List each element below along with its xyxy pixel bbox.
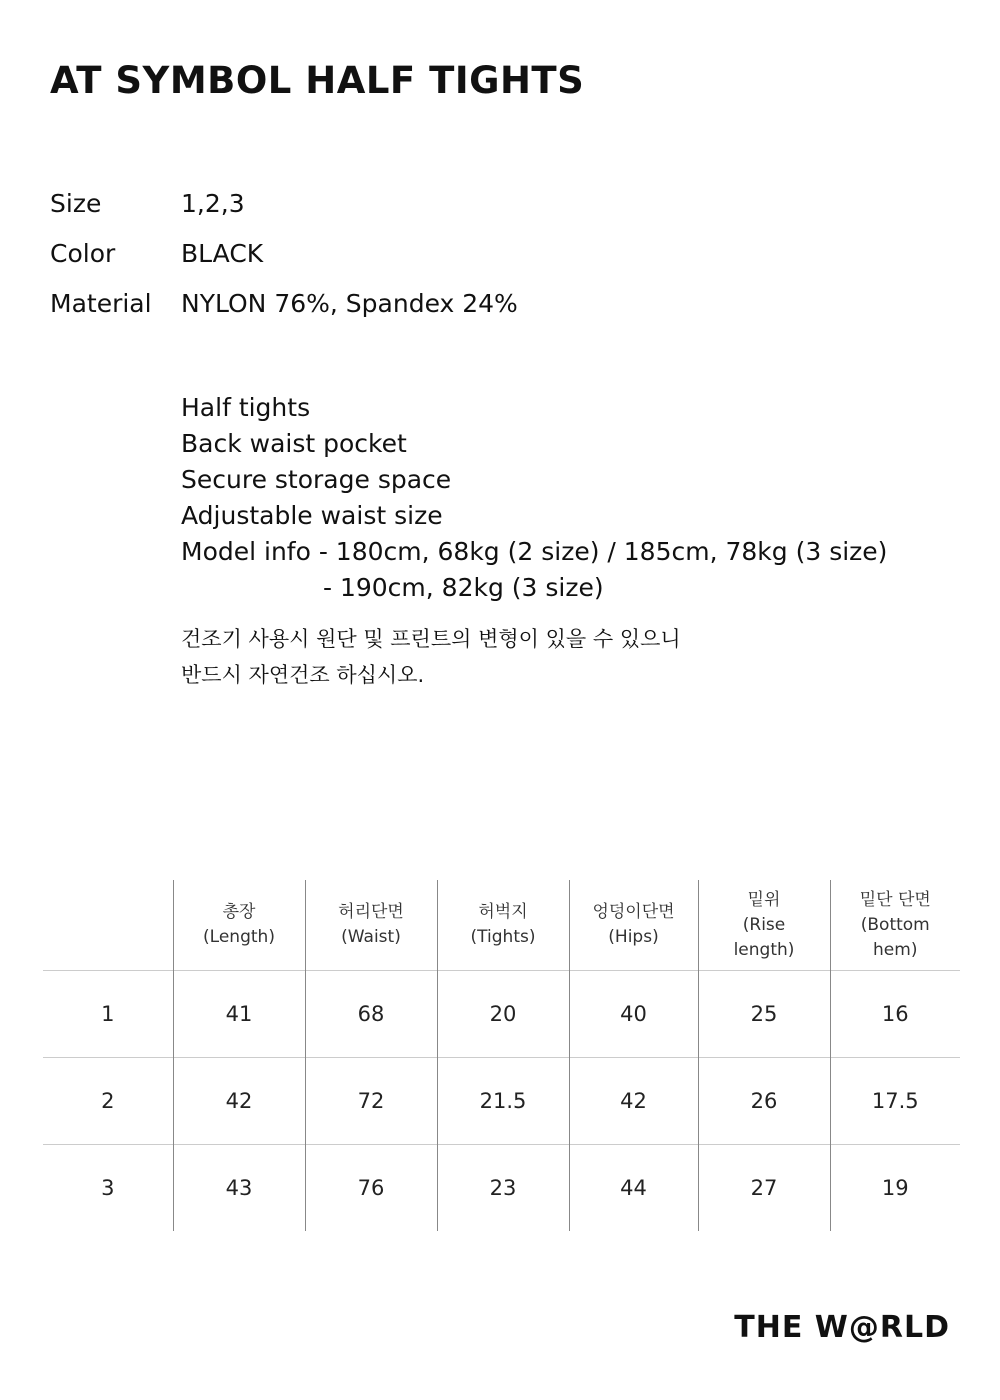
notice-line: 반드시 자연건조 하십시오. <box>181 663 425 687</box>
table-cell: 20 <box>437 971 569 1058</box>
table-row <box>43 971 960 1058</box>
header-cell: 밑위 (Rise length) <box>698 880 830 971</box>
feature-item: Secure storage space <box>181 465 452 494</box>
feature-item: - 190cm, 82kg (3 size) <box>323 573 604 602</box>
spec-color <box>50 239 263 269</box>
table-cell: 42 <box>569 1058 698 1145</box>
feature-item: Back waist pocket <box>181 429 407 458</box>
notice-line: 건조기 사용시 원단 및 프린트의 변형이 있을 수 있으니 <box>181 627 681 651</box>
spec-value: 1,2,3 <box>181 189 245 218</box>
table-cell: 41 <box>173 971 305 1058</box>
table-cell: 68 <box>305 971 437 1058</box>
table-cell: 42 <box>173 1058 305 1145</box>
table-cell: 21.5 <box>437 1058 569 1145</box>
table-cell: 26 <box>698 1058 830 1145</box>
spec-label: Material <box>50 289 152 318</box>
spec-label: Size <box>50 189 102 218</box>
header-cell-empty <box>43 880 173 971</box>
table-row <box>43 1145 960 1231</box>
spec-value: NYLON 76%, Spandex 24% <box>181 289 518 318</box>
feature-item: Half tights <box>181 393 311 422</box>
table-cell: 2 <box>43 1058 173 1145</box>
table-cell: 43 <box>173 1145 305 1231</box>
table-cell: 44 <box>569 1145 698 1231</box>
table-cell: 40 <box>569 971 698 1058</box>
feature-item: Adjustable waist size <box>181 501 443 530</box>
brand-logo: THE W@RLD <box>734 1310 950 1345</box>
care-notice <box>181 621 681 693</box>
table-cell: 23 <box>437 1145 569 1231</box>
feature-list <box>181 390 887 606</box>
header-cell: 총장 (Length) <box>173 880 305 971</box>
product-title: AT SYMBOL HALF TIGHTS <box>50 59 585 102</box>
feature-item: Model info - 180cm, 68kg (2 size) / 185cm, 78kg (3 size) <box>181 537 888 566</box>
table-cell: 19 <box>830 1145 960 1231</box>
table-header-row <box>43 880 960 971</box>
header-cell: 밑단 단면 (Bottom hem) <box>830 880 960 971</box>
header-cell: 허리단면 (Waist) <box>305 880 437 971</box>
table-cell: 25 <box>698 971 830 1058</box>
spec-size <box>50 189 245 219</box>
header-cell: 허벅지 (Tights) <box>437 880 569 971</box>
table-cell: 72 <box>305 1058 437 1145</box>
spec-label: Color <box>50 239 116 268</box>
table-cell: 17.5 <box>830 1058 960 1145</box>
header-cell: 엉덩이단면 (Hips) <box>569 880 698 971</box>
table-cell: 27 <box>698 1145 830 1231</box>
table-row <box>43 1058 960 1145</box>
spec-value: BLACK <box>181 239 264 268</box>
size-table <box>43 880 960 1231</box>
table-cell: 16 <box>830 971 960 1058</box>
table-cell: 1 <box>43 971 173 1058</box>
table-cell: 76 <box>305 1145 437 1231</box>
table-cell: 3 <box>43 1145 173 1231</box>
spec-material <box>50 289 518 319</box>
